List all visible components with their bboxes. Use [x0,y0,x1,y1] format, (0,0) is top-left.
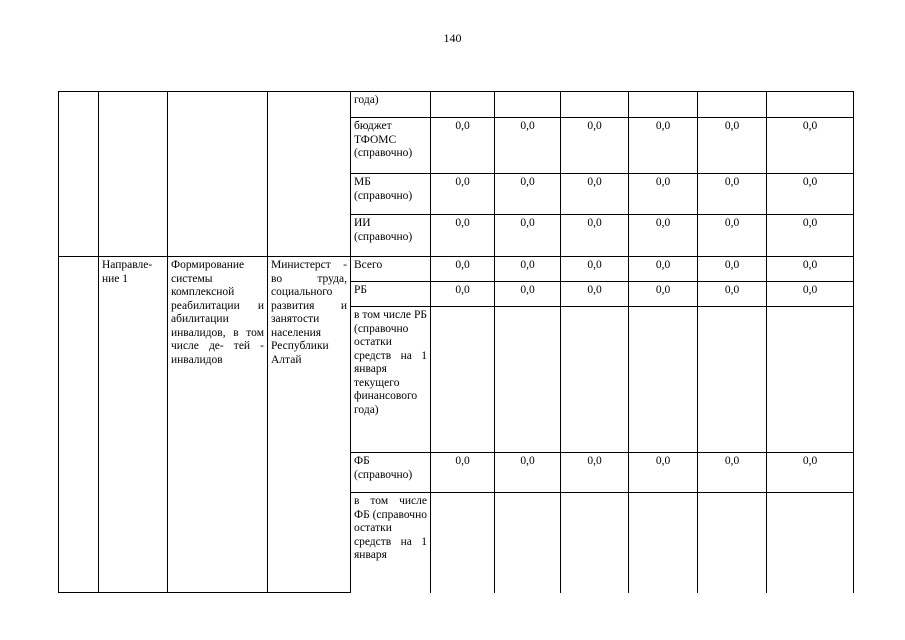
budget-table [58,91,854,593]
value-cell: 0,0 [431,282,495,307]
value-cell: 0,0 [698,257,767,282]
value-cell: 0,0 [767,215,854,257]
value-cell: 0,0 [495,215,561,257]
activity-name-cell: Формирование системы комплексной реабилитации и абилитации инвалидов, в том числе де- тей - инвалидов [168,257,268,593]
source-label: в том числе РБ (справочно остатки средств на 1 января текущего финансового года) [351,307,431,453]
value-cell: 0,0 [561,215,629,257]
value-cell: 0,0 [495,282,561,307]
value-cell: 0,0 [431,215,495,257]
empty-cell [99,92,168,257]
value-cell [561,307,629,453]
value-cell [495,493,561,593]
value-cell: 0,0 [698,174,767,215]
table-row [59,92,854,118]
value-cell [698,493,767,593]
empty-cell [268,92,351,257]
value-cell: 0,0 [561,282,629,307]
value-cell [629,493,698,593]
source-label: Всего [351,257,431,282]
value-cell: 0,0 [629,282,698,307]
value-cell [495,307,561,453]
source-label: МБ (справочно) [351,174,431,215]
value-cell [698,307,767,453]
source-label: бюджет ТФОМС (справочно) [351,118,431,174]
value-cell [629,307,698,453]
value-cell: 0,0 [495,453,561,493]
source-label: РБ [351,282,431,307]
value-cell [561,92,629,118]
value-cell: 0,0 [431,174,495,215]
value-cell [431,92,495,118]
value-cell: 0,0 [767,453,854,493]
source-label: в том числе ФБ (справочно остатки средств на 1 января [351,493,431,593]
value-cell: 0,0 [431,453,495,493]
value-cell [767,92,854,118]
empty-cell [59,257,99,593]
source-label: ИИ (справочно) [351,215,431,257]
value-cell: 0,0 [431,257,495,282]
source-label: ФБ (справочно) [351,453,431,493]
value-cell: 0,0 [629,174,698,215]
value-cell: 0,0 [629,118,698,174]
value-cell: 0,0 [767,174,854,215]
direction-cell: Направле- ние 1 [99,257,168,593]
value-cell: 0,0 [495,118,561,174]
value-cell: 0,0 [698,118,767,174]
value-cell: 0,0 [767,282,854,307]
value-cell: 0,0 [698,453,767,493]
value-cell: 0,0 [767,257,854,282]
table-row [59,257,854,282]
value-cell [767,493,854,593]
empty-cell [168,92,268,257]
source-label: года) [351,92,431,118]
value-cell: 0,0 [767,118,854,174]
value-cell: 0,0 [561,174,629,215]
value-cell: 0,0 [698,215,767,257]
value-cell: 0,0 [629,257,698,282]
page-number: 140 [443,31,462,45]
value-cell [495,92,561,118]
value-cell: 0,0 [431,118,495,174]
value-cell: 0,0 [629,215,698,257]
value-cell: 0,0 [698,282,767,307]
value-cell: 0,0 [561,118,629,174]
executor-cell: Министерст - во труда, социального развития и занятости населения Республики Алтай [268,257,351,593]
value-cell [767,307,854,453]
value-cell: 0,0 [561,453,629,493]
value-cell [698,92,767,118]
empty-cell [59,92,99,257]
value-cell: 0,0 [629,453,698,493]
value-cell [629,92,698,118]
value-cell [431,493,495,593]
value-cell: 0,0 [561,257,629,282]
value-cell [431,307,495,453]
value-cell: 0,0 [495,257,561,282]
value-cell: 0,0 [495,174,561,215]
value-cell [561,493,629,593]
